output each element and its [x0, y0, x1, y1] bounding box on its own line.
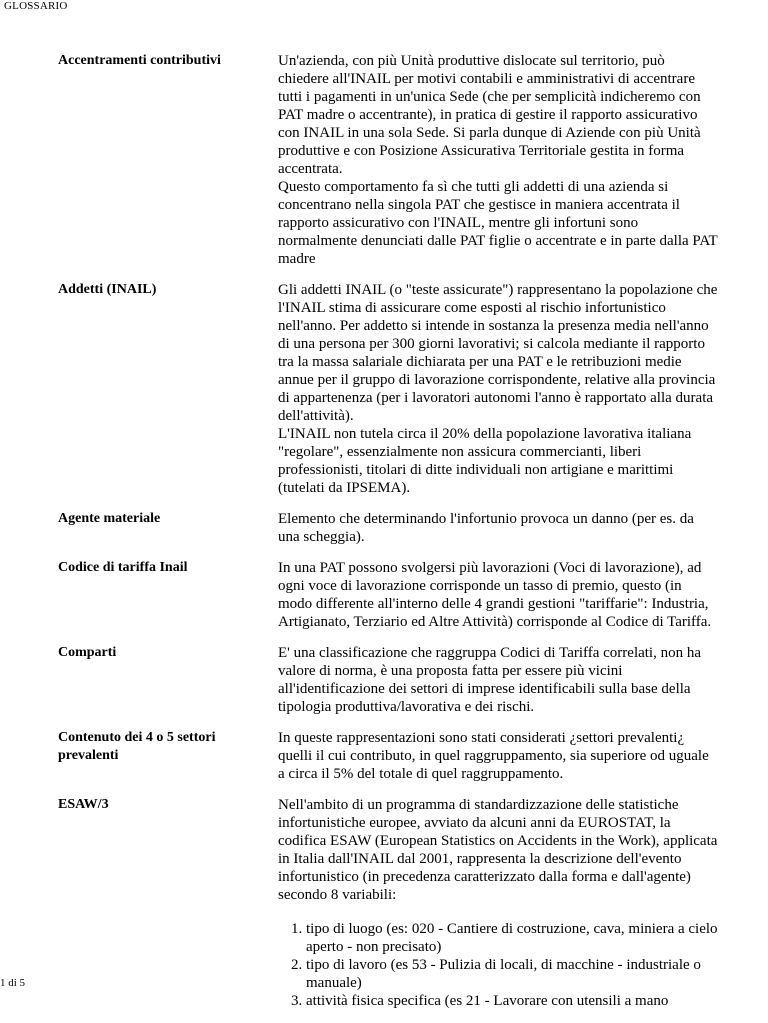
glossary-definition [278, 644, 718, 716]
page-number: 1 di 5 [0, 977, 26, 989]
definition-paragraph: Un'azienda, con più Unità produttive dislocate sul territorio, può chiedere all'INAIL per motivi contabili e amministrativi di accentrare tutti i pagamenti in un'unica Sede (che per semplicità indicheremo con PAT madre o accentrante), in pratica di gestire il rapporto assicurativo con INAIL in una sola Sede. Si parla dunque di Aziende con più Unità produttive e con Posizione Assicurativa Territoriale gestita in forma accentrata. [278, 53, 701, 177]
glossary-definition [278, 729, 718, 783]
definition-paragraph: Nell'ambito di un programma di standardizzazione delle statistiche infortunistiche europee, avviato da alcuni anni da EUROSTAT, la codifica ESAW (European Statistics on Accidents in the Work), applicata in Italia dall'INAIL dal 2001, rappresenta la descrizione dell'evento infortunistico (in precedenza caratterizzato dalla forma e dall'agente) secondo 8 variabili: [278, 797, 718, 903]
definition-paragraph: Questo comportamento fa sì che tutti gli addetti di una azienda si concentrano nella singola PAT che gestisce in maniera accentrata il rapporto assicurativo con l'INAIL, mentre gli infortuni sono normalmente denunciati dalle PAT figlie o accentrate e in parte dalla PAT madre [278, 179, 718, 267]
glossary-definition [278, 281, 718, 497]
glossary-entry [58, 281, 718, 497]
glossary-term: Addetti (INAIL) [58, 282, 157, 297]
list-item: 3. attività fisica specifica (es 21 - Lavorare con utensili a mano [306, 992, 718, 1010]
glossary-definition [278, 510, 718, 546]
glossary-definition [278, 796, 718, 1010]
glossary-definition [278, 52, 718, 268]
glossary-term: Contenuto dei 4 o 5 settori prevalenti [58, 730, 216, 763]
list-item: 1. tipo di luogo (es: 020 - Cantiere di costruzione, cava, miniera a cielo aperto - non precisato) [306, 920, 718, 956]
glossary-list [58, 52, 718, 1023]
esaw-variables-list [278, 920, 718, 1010]
glossary-term: Accentramenti contributivi [58, 53, 221, 68]
glossary-entry [58, 729, 718, 783]
definition-paragraph: In una PAT possono svolgersi più lavorazioni (Voci di lavorazione), ad ogni voce di lavorazione corrisponde un tasso di premio, questo (in modo differente all'interno delle 4 grandi gestioni "tariffarie": Industria, Artigianato, Terziario ed Altre Attività) corrisponde al Codice di Tariffa. [278, 560, 712, 630]
glossary-term: Codice di tariffa Inail [58, 560, 188, 575]
definition-paragraph: Gli addetti INAIL (o "teste assicurate") rappresentano la popolazione che l'INAIL stima di assicurare come esposti al rischio infortunistico nell'anno. Per addetto si intende in sostanza la presenza media nell'anno di una persona per 300 giorni lavorativi; si calcola mediante il rapporto tra la massa salariale dichiarata per una PAT e le retribuzioni medie annue per il gruppo di lavorazione corrispondente, relative alla provincia di appartenenza (per i lavoratori autonomi l'anno è rapportato alla durata dell'attività). [278, 282, 718, 424]
definition-paragraph: In queste rappresentazioni sono stati considerati ¿settori prevalenti¿ quelli il cui contributo, in quel raggruppamento, sia superiore od uguale a circa il 5% del totale di quel raggruppamento. [278, 730, 709, 782]
glossary-entry [58, 796, 718, 1010]
definition-paragraph: Elemento che determinando l'infortunio provoca un danno (per es. da una scheggia). [278, 511, 694, 545]
glossary-term: ESAW/3 [58, 797, 109, 812]
definition-paragraph: E' una classificazione che raggruppa Codici di Tariffa correlati, non ha valore di norma, è una proposta fatta per essere più vicini all'identificazione dei settori di imprese identificabili sulla base della tipologia produttiva/lavorativa e dei rischi. [278, 645, 702, 715]
glossary-entry [58, 52, 718, 268]
glossary-term: Comparti [58, 645, 117, 660]
page-header-title: GLOSSARIO [4, 0, 68, 12]
glossary-definition [278, 559, 718, 631]
definition-paragraph: L'INAIL non tutela circa il 20% della popolazione lavorativa italiana "regolare", essenzialmente non assicura commercianti, liberi professionisti, titolari di ditte individuali non artigiane e marittimi (tutelati da IPSEMA). [278, 426, 692, 496]
glossary-entry [58, 559, 718, 631]
glossary-entry [58, 644, 718, 716]
glossary-entry [58, 510, 718, 546]
list-item: 2. tipo di lavoro (es 53 - Pulizia di locali, di macchine - industriale o manuale) [306, 956, 718, 992]
glossary-term: Agente materiale [58, 511, 161, 526]
